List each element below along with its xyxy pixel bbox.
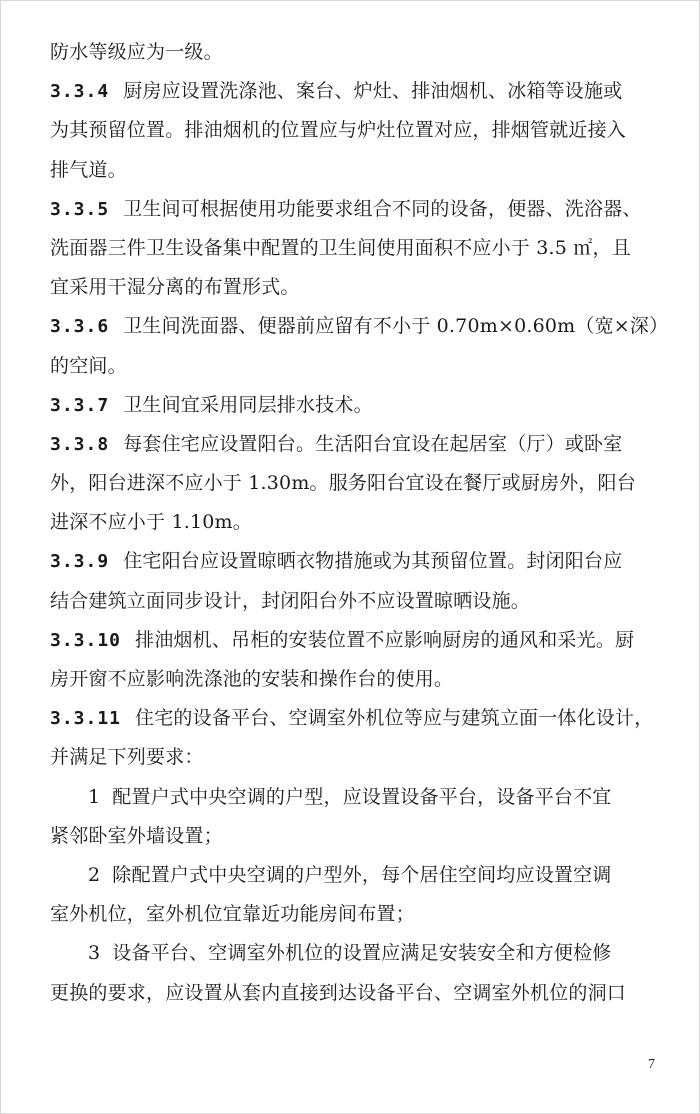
text-line: 紧邻卧室外墙设置； <box>50 824 223 847</box>
text-line: 卫生间宜采用同层排水技术。 <box>123 393 373 416</box>
clause-3-3-6 <box>50 307 669 385</box>
clause-3-3-7 <box>50 386 662 425</box>
clause-3-3-8 <box>50 425 662 543</box>
clause-3-3-9 <box>50 542 662 620</box>
text-line: 防水等级应为一级。 <box>50 41 223 63</box>
text-line: 房开窗不应影响洗涤池的安装和操作台的使用。 <box>50 668 454 690</box>
clause-number: 3.3.8 <box>50 433 110 455</box>
clause-3-3-11 <box>50 699 662 777</box>
clause-number: 3.3.5 <box>50 198 110 220</box>
page-number: 7 <box>648 1057 655 1072</box>
clause-number: 3.3.6 <box>50 316 110 338</box>
text-line: 配置户式中央空调的户型，应设置设备平台，设备平台不宜 <box>112 785 612 808</box>
clause-number: 3.3.11 <box>50 708 122 730</box>
text-line: 结合建筑立面同步设计，封闭阳台外不应设置晾晒设施。 <box>50 589 531 612</box>
text-line: 并满足下列要求： <box>50 746 204 769</box>
text-line: 更换的要求，应设置从套内直接到达设备平台、空调室外机位的洞口 <box>50 981 627 1004</box>
list-item-3 <box>50 934 662 1012</box>
paragraph-continuation <box>50 33 662 72</box>
text-line: 室外机位，室外机位宜靠近功能房间布置； <box>50 903 415 926</box>
text-line: 外，阳台进深不应小于 1.30m。服务阳台宜设在餐厅或厨房外，阳台 <box>50 472 636 495</box>
clause-number: 3.3.4 <box>50 81 110 103</box>
text-line: 排油烟机、吊柜的安装位置不应影响厨房的通风和采光。厨 <box>135 628 635 651</box>
text-line: 设备平台、空调室外机位的设置应满足安装安全和方便检修 <box>112 942 612 965</box>
item-number: 2 <box>88 863 101 886</box>
clause-3-3-4 <box>50 72 662 190</box>
text-line: 住宅的设备平台、空调室外机位等应与建筑立面一体化设计， <box>135 707 654 730</box>
clause-number: 3.3.10 <box>50 629 122 651</box>
clause-number: 3.3.9 <box>50 551 110 573</box>
item-number: 3 <box>88 942 101 965</box>
text-line: 每套住宅应设置阳台。生活阳台宜设在起居室（厅）或卧室 <box>123 432 623 455</box>
text-line: 为其预留位置。排油烟机的位置应与炉灶位置对应，排烟管就近接入 <box>50 119 627 142</box>
text-line: 的空间。 <box>50 354 127 377</box>
text-line: 除配置户式中央空调的户型外，每个居住空间均应设置空调 <box>112 863 612 886</box>
clause-3-3-5 <box>50 190 662 308</box>
list-item-2 <box>50 856 662 934</box>
text-line: 进深不应小于 1.10m。 <box>50 511 252 534</box>
text-line: 住宅阳台应设置晾晒衣物措施或为其预留位置。封闭阳台应 <box>123 550 623 573</box>
clause-3-3-10 <box>50 621 662 699</box>
clause-number: 3.3.7 <box>50 394 110 416</box>
text-line: 卫生间可根据使用功能要求组合不同的设备，便器、洗浴器、 <box>123 197 642 220</box>
text-line: 洗面器三件卫生设备集中配置的卫生间使用面积不应小于 3.5 ㎡，且 <box>50 236 631 259</box>
list-item-1 <box>50 778 662 856</box>
text-line: 排气道。 <box>50 158 127 181</box>
item-number: 1 <box>88 785 101 808</box>
text-line: 厨房应设置洗涤池、案台、炉灶、排油烟机、冰箱等设施或 <box>123 80 623 103</box>
text-line: 卫生间洗面器、便器前应留有不小于 0.70m×0.60m（宽×深） <box>123 315 669 338</box>
page-body <box>50 33 669 1013</box>
text-line: 宜采用干湿分离的布置形式。 <box>50 276 300 299</box>
